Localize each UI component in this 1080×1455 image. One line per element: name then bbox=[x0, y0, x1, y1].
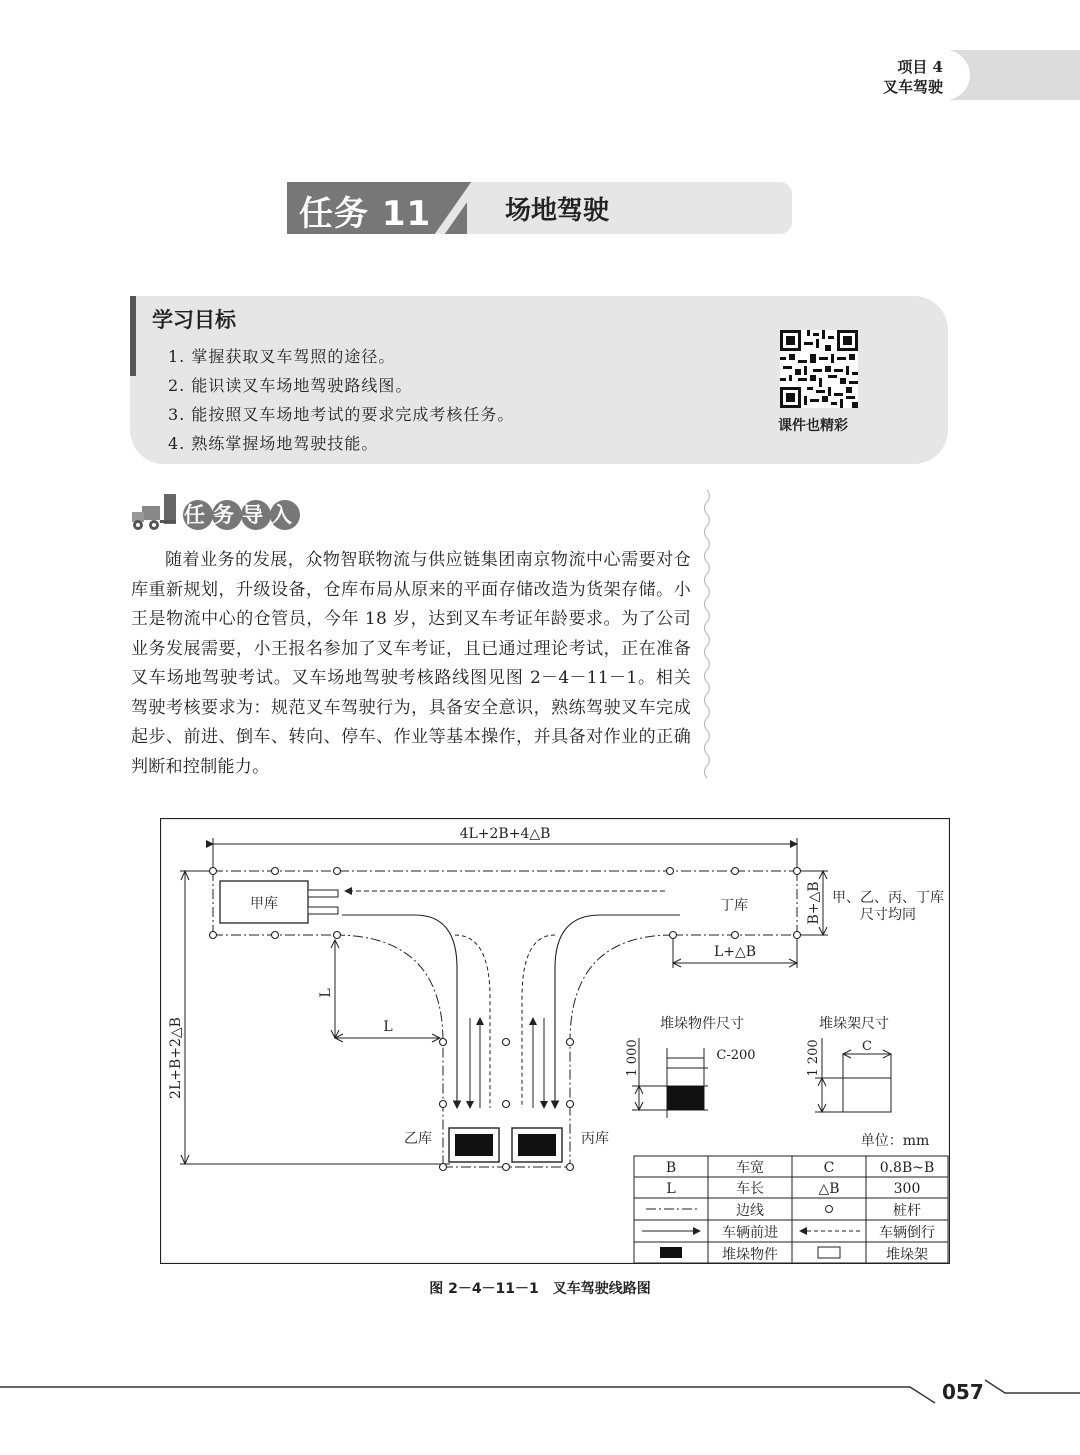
figure-caption: 图 2－4－11－1 叉车驾驶线路图 bbox=[429, 1281, 651, 1297]
dim-right-label: B+△B bbox=[806, 881, 822, 925]
learning-goals-box bbox=[130, 296, 948, 464]
legend-r4c1: 堆垛物件 bbox=[722, 1247, 778, 1263]
wavy-divider bbox=[700, 490, 714, 780]
rack-width-label: C bbox=[862, 1039, 872, 1054]
goals-accent-bar bbox=[130, 296, 136, 376]
intro-paragraph: 随着业务的发展，众物智联物流与供应链集团南京物流中心需要对仓库重新规划，升级设备，仓库布局从原来的平面存储改造为货架存储。小王是物流中心的仓管员，今年 18 岁，达到叉车考证年龄要求。为了公司业务发展需要，小王报名参加了叉车考证，且已通过理论考试，正在准备叉车场地驾驶考试。叉车场地驾驶考核路线图见图 2－4－11－1。相关驾驶考核要求为：规范叉车驾驶行为，具备安全意识，熟练驾驶叉车完成起步、前进、倒车、转向、停车、作业等基本操作，并具备对作业的正确判断和控制能力。 bbox=[131, 550, 691, 777]
legend-r3c3: 车辆倒行 bbox=[879, 1225, 935, 1241]
page-number: 057 bbox=[942, 1380, 984, 1404]
running-header bbox=[883, 57, 943, 97]
header-chapter: 叉车驾驶 bbox=[882, 78, 943, 96]
qr-caption: 课件也精彩 bbox=[778, 418, 848, 434]
legend-r1c2: △B bbox=[818, 1181, 840, 1197]
legend-r0c1: 车宽 bbox=[736, 1160, 764, 1176]
goal-item: 3. 能按照叉车场地考试的要求完成考核任务。 bbox=[168, 405, 515, 424]
lib-jia-label: 甲库 bbox=[250, 896, 278, 912]
goals-title: 学习目标 bbox=[152, 308, 236, 332]
dim-l-horizontal: L bbox=[383, 1019, 393, 1035]
forklift-route-diagram bbox=[160, 818, 950, 1264]
legend-r2c3: 桩杆 bbox=[893, 1203, 921, 1219]
task-title: 场地驾驶 bbox=[505, 196, 610, 226]
goal-item: 4. 熟练掌握场地驾驶技能。 bbox=[168, 434, 379, 453]
legend-r2c1: 边线 bbox=[736, 1203, 764, 1219]
unit-label: 单位：mm bbox=[860, 1133, 930, 1149]
task-banner bbox=[287, 182, 792, 234]
legend-r0c2: C bbox=[823, 1160, 835, 1176]
rack-size-title: 堆垛架尺寸 bbox=[819, 1016, 889, 1032]
legend-r4c3: 堆垛架 bbox=[886, 1247, 928, 1263]
intro-badge-text: 任务导入 bbox=[184, 503, 300, 527]
task-number: 任务 11 bbox=[299, 194, 432, 234]
item-width-label: C-200 bbox=[716, 1048, 756, 1063]
dim-right-bottom-label: L+△B bbox=[713, 944, 757, 960]
forklift-icon bbox=[128, 492, 180, 532]
intro-badge bbox=[183, 498, 301, 532]
qr-code-icon[interactable] bbox=[780, 330, 858, 408]
legend-r1c0: L bbox=[666, 1181, 676, 1197]
legend-r0c3: 0.8B~B bbox=[879, 1160, 935, 1176]
legend-post-symbol bbox=[826, 1206, 833, 1213]
lib-bing-label: 丙库 bbox=[581, 1131, 609, 1147]
legend-r0c0: B bbox=[665, 1160, 677, 1176]
dim-top-label: 4L+2B+4△B bbox=[459, 826, 551, 842]
task-banner-bg bbox=[437, 182, 792, 234]
note-line1: 甲、乙、丙、丁库 bbox=[832, 890, 944, 906]
dim-l-vertical: L bbox=[318, 988, 334, 998]
dim-left-label: 2L+B+2△B bbox=[168, 1017, 184, 1099]
lib-yi-label: 乙库 bbox=[404, 1131, 432, 1147]
legend-r1c3: 300 bbox=[893, 1181, 921, 1197]
legend-rack-symbol bbox=[818, 1247, 840, 1258]
lib-ding-label: 丁库 bbox=[720, 898, 748, 914]
goal-item: 2. 能识读叉车场地驾驶路线图。 bbox=[168, 376, 413, 395]
note-line2: 尺寸均同 bbox=[860, 907, 916, 923]
item-height-label: 1 000 bbox=[625, 1039, 640, 1077]
rack-height-label: 1 200 bbox=[806, 1039, 821, 1077]
item-size-title: 堆垛物件尺寸 bbox=[660, 1016, 744, 1032]
legend-r3c1: 车辆前进 bbox=[722, 1225, 778, 1241]
footer-rule bbox=[0, 1375, 1080, 1415]
legend-item-symbol bbox=[660, 1247, 682, 1258]
goal-item: 1. 掌握获取叉车驾照的途径。 bbox=[168, 347, 396, 366]
legend-r1c1: 车长 bbox=[736, 1181, 764, 1197]
header-project: 项目 4 bbox=[897, 58, 943, 76]
